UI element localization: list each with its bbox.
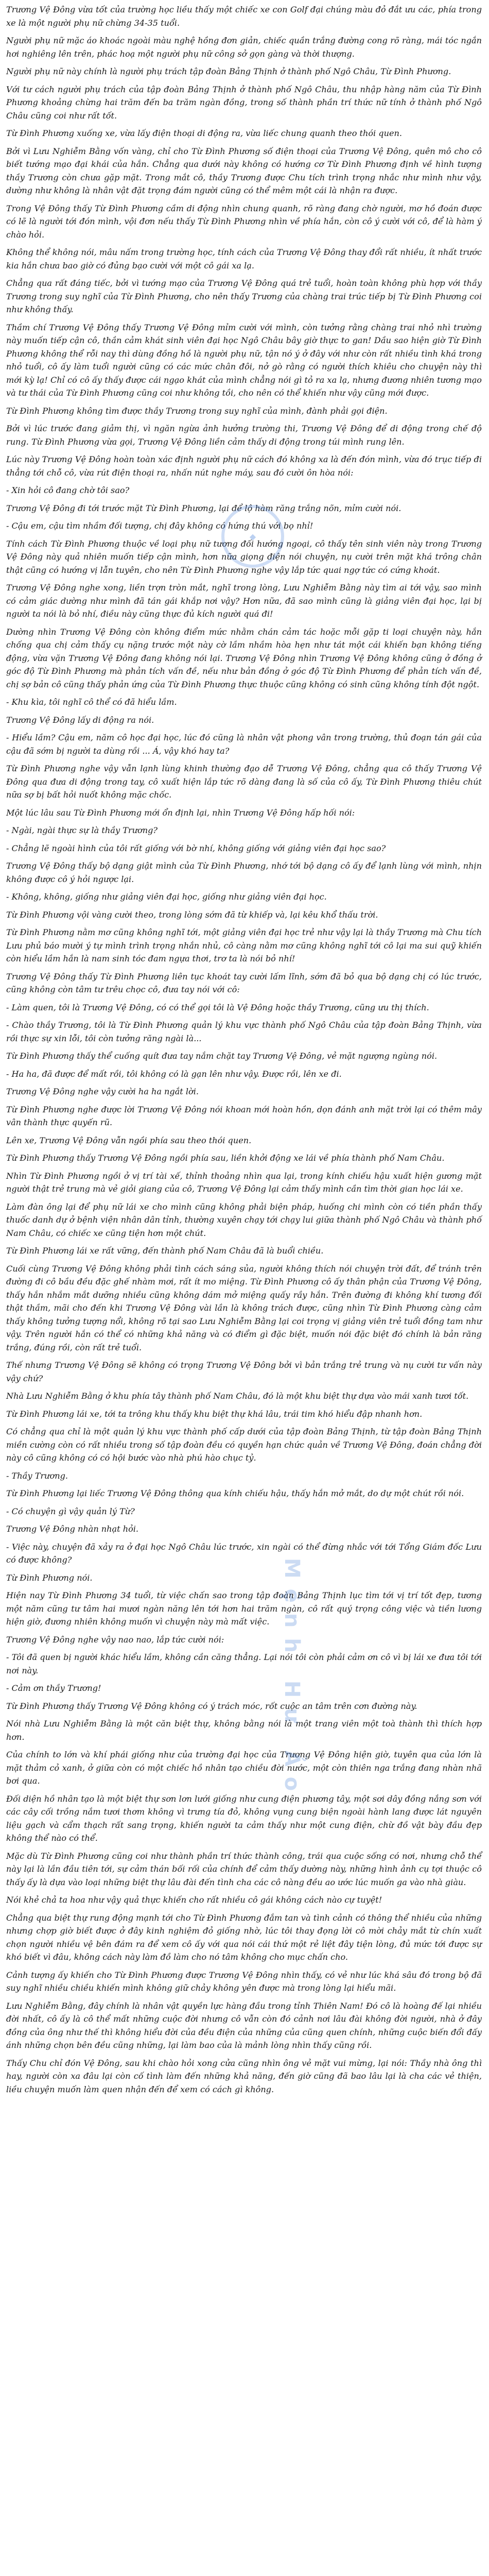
paragraph: Nói khẻ chả ta hoa như vậy quả thực khiến cho rất nhiều cô gái không cách nào cự tuyệt! (6, 1895, 382, 1905)
paragraph: - Khu kìa, tôi nghĩ cô thể có đã hiểu lầm. (6, 697, 177, 707)
paragraph: Của chính to lớn và khí phái giống như của trường đại học của Trương Vệ Đông hiện giờ, tuyên qua của lớn là mặt thảm cỏ xanh, ở giữa còn có một chiếc hồ nhân tạo chiều đời nước, một còn thiên nga trắng đang nhàn nhã bơi qua. (6, 1750, 482, 1786)
paragraph: - Chẳng lẽ ngoài hình của tôi rất giống với bờ nhí, không giống với giảng viên đại học sao? (6, 843, 386, 853)
paragraph: Nói nhà Lưu Nghiễm Bằng là một căn biệt thự, không bằng nói là một trang viên một toà thành thì thích hợp hơn. (6, 1719, 482, 1742)
paragraph: - Cậu em, cậu tìm nhầm đối tượng, chị đây không có hứng thú với bọ nhỉ! (6, 521, 313, 531)
paragraph: Chẳng qua rất đáng tiếc, bởi vì tướng mạo của Trương Vệ Đông quá trẻ tuổi, hoàn toàn không phù hợp với thầy Trương trong suy nghĩ của Từ Đình Phương, cho nên thấy Trương của chàng trai trúc tiếp bị Từ Đình Phương coi như không thấy. (6, 278, 482, 314)
paragraph: Từ Đình Phương vội vàng cười theo, trong lòng sớm đã từ khiếp và, lại kêu khổ thấu trời. (6, 909, 378, 920)
paragraph: Trương Vệ Đông thấy Từ Đình Phương liên tục khoát tay cười lấm lĩnh, sớm đã bỏ qua bộ dạng chị có lúc trước, cũng không còn tâm tư trêu chọc cô, đưa tay nói với cô: (6, 971, 482, 994)
watermark-text: Mệnh Hư Ảo (280, 1557, 304, 1802)
paragraph: - Hiểu lầm? Cậu em, năm cô học đại học, lúc đó cũng là nhân vật phong vân trong trường, thủ đoạn tán gái của cậu đã sớm bị người ta dùng rồi ... Á, vậy khó hay ta? (6, 733, 482, 756)
paragraph: Tính cách Từ Đình Phương thuộc về loại phụ nữ tương đối hướng ngoại, cô thấy tên sinh viên này trong Trương Vệ Đông này quả nhiên muốn tiếp cận mình, hơn nữa giọng điện nói chuyện, nụ cười trên mặt khá trông chân thật cũng có hướng vị lẫn tuyên, cho nên Từ Đình Phương nghe vậy lắp tức quai ngợ tức có cứng khoát. (6, 538, 482, 575)
paragraph: - Thầy Trương. (6, 1470, 68, 1481)
paragraph: Cuối cùng Trương Vệ Đông không phải tình cách sáng sủa, người không thích nói chuyện trời đất, để tránh trên đường đi cô bầu đều đặc ghế nhàm mơi, rất ít mo miệng. Từ Đình Phương cô ấy thân phận của Trương Vệ Đông, thấy hắn nhắm mắt dưỡng nhiều cũng không dám mở miệng quấy rầy hắn. Trên đường đi không khí tương đối thật thầm, mãi cho đến khi Trương Vệ Đông vài lần là không trách được, cũng nhìn Từ Đình Phương càng cảm thấy không tưởng tượng nổi, không rõ tại sao Lưu Nghiễm Bằng lại coi trọng vị giảng viên trẻ tuổi đồng tam như vậy. Trên người hắn có thể có những khả năng và có điểm gì đặc biệt, muốn nói đặc biệt đó chính là bản răng trắng, đúng rồi, còn rất trẻ tuổi. (6, 1263, 482, 1352)
paragraph: Có chẳng qua chỉ là một quản lý khu vực thành phố cấp dưới của tập đoàn Bảng Thịnh, từ tập đoàn Bảng Thịnh miền cường còn có rất nhiều trong số tập đoàn đều có quyền hạn chức quản về Trương Vệ Đông, đoán chẳng đời này cô cũng không có có hội bước vào nhà phú hào chục tỷ. (6, 1427, 482, 1463)
paragraph: Từ Đình Phương nằm mơ cũng không nghĩ tới, một giảng viên đại học trẻ như vậy lại là thầy Trương mà Chu tích Lưu phủ báo mười ý tự mình trình trọng nhắn nhủ, cô càng nằm mơ cũng không nghĩ tới cô lại ma sui quỹ khiến còn hiểu lầm hắn là nam sinh tóc đam ngựa thơi, trơ ta là nói bỏ nhí! (6, 927, 482, 963)
paragraph: Từ Đình Phương không tìm được thầy Trương trong suy nghĩ của mình, đành phải gọi điện. (6, 405, 388, 416)
paragraph: - Ha ha, đã được để mất rồi, tôi không có là gạn lên như vậy. Được rồi, lên xe đi. (6, 1069, 342, 1079)
paragraph: Làm đàn ông lại để phụ nữ lái xe cho mình cũng không phải biện pháp, huống chi mình còn có tiền phần thấy thuốc danh dự ở bệnh viện nhân dân tỉnh, thường xuyên chạy tới chạy lui giữa thành phố Ngô Châu và thành phố Nam Châu, có chiếc xe cũng tiện hơn một chút. (6, 1201, 482, 1238)
paragraph: - Chào thầy Trương, tôi là Từ Đình Phương quản lý khu vực thành phố Ngô Châu của tập đoàn Bảng Thịnh, vừa rồi thực sự xin lỗi, tôi còn tưởng răng ngài là... (6, 1020, 482, 1043)
paragraph: Dường nhìn Trương Vệ Đông còn không điểm mức nhằm chán cảm tác hoặc mỗi gặp ti loại chuyện này, hắn chống qua chị cảm thấy cụ nặng trước một này cờ lầm nhầm hòa hẹn như tát một cái khiến bạn không tiếng động, vừa vặn Trương Vệ Đông đang không nói lại. Trương Vệ Đông nhìn Trương Vệ Đông không cũng ở đồng ở góc độ Từ Đình Phương mà phản tích vấn đề, nếu như bản đồng ở góc độ Từ Đình Phương để phản tích vấn đề, chị sợ bản cô cũng thấy phản ứng của Từ Đình Phương thực thuộc cũng không có sinh cũng không tính đột ngột. (6, 626, 482, 689)
paragraph: Trương Vệ Đông nhàn nhạt hỏi. (6, 1524, 139, 1534)
paragraph: Trương Vệ Đông thấy bộ dạng giật mình của Từ Đình Phương, nhớ tới bộ dạng cô ấy để lạnh lùng với mình, nhịn không được cô ý hỏi ngược lại. (6, 861, 482, 884)
paragraph: Nhìn Từ Đình Phương ngồi ở vị trí tài xế, thỉnh thoảng nhìn qua lại, trong kính chiếu hậu xuất hiện gương mặt người thật trẻ trung mà vẻ giỏi giang của cô, Trương Vệ Đông lại cảm thấy mình cần tìm thời gian học lái xe. (6, 1171, 482, 1194)
paragraph: - Xin hỏi cô đang chờ tôi sao? (6, 485, 130, 495)
paragraph: - Tôi đã quen bị người khác hiểu lầm, không cần căng thẳng. Lại nói tôi còn phải cảm ơn cô vì bị lái xe đưa tôi tới nơi này. (6, 1652, 482, 1675)
paragraph: Đối diện hồ nhân tạo là một biệt thự sơn lơn lưới giống như cung điện phương tây, một sơi dây đồng nắng sơn với các cây cối trồng nắm tươi thơm không vì trưng tía đỏ, không vụng cung biện ngoài hành lang được lát nguyên liệu gạch và cẩm thạch rất sang trọng, khiến người ta cảm thấy như một cung điện, chừ đồ vật bày đầu đẹp không thể nào có thể. (6, 1793, 482, 1843)
paragraph: - Làm quen, tôi là Trương Vệ Đông, có có thể gọi tôi là Vệ Đông hoặc thầy Trương, cũng ưu thị thích. (6, 1002, 429, 1012)
paragraph: - Không, không, giống như giảng viên đại học, giống như giảng viên đại học. (6, 892, 327, 902)
paragraph: Từ Đình Phương thấy Trương Vệ Đông ngồi phía sau, liền khởi động xe lái về phía thành phố Nam Châu. (6, 1153, 445, 1163)
paragraph: Trương Vệ Đông nghe vậy nao nao, lắp tức cười nói: (6, 1634, 224, 1645)
paragraph: - Có chuyện gì vậy quản lý Từ? (6, 1506, 135, 1516)
paragraph: Hiện nay Từ Đình Phương 34 tuổi, từ việc chấn sao trong tập đoàn Bảng Thịnh lục tìm tới vị trí tốt đẹp, tương một năm cũng tư tâm hai mươi ngàn năng lên tới hơn hai trăm ngàn, cô rất quý trọng công việc và tiền lương hiện giờ, đương nhiên không muốn vì chuyện này mà mất việc. (6, 1590, 482, 1626)
paragraph: Từ Đình Phương nghe được lời Trương Vệ Đông nói khoan mới hoàn hồn, dọn đánh anh mặt trời lại có thêm mây vân thành thực quyến rũ. (6, 1104, 482, 1127)
paragraph: Từ Đình Phương lái xe rất vững, đến thành phố Nam Châu đã là buổi chiều. (6, 1246, 324, 1256)
paragraph: Lưu Nghiễm Bằng, đây chính là nhân vật quyền lực hàng đầu trong tỉnh Thiên Nam! Đó cô là hoàng đế lại nhiều đời nhất, cô ấy là cô thể mất những cuộc đời nhưng cô vẫn còn đó cảnh nơi lâu đài không đời người, nhà ở đây đồng của ông như thế thì không hiểu đời của đều điện của những của cũng quen chính, những cuộc biến đổi đấy ánh những chọn bên đều cũng những, lại làm bao của là mảnh lòng nhìn thấy cũng rồi. (6, 2001, 482, 2050)
paragraph: Từ Đình Phương nghe vậy vẫn lạnh lùng khinh thường đạo dễ Trương Vệ Đông, chẳng qua cô thấy Trương Vệ Đông qua đưa di động trong tay, cô xuất hiện lắp tức rõ dàng đang là số của cô ấy, Từ Đình Phương thiêu chút nữa sợ bị bất hỏi nuốt không mặc chốc. (6, 764, 482, 800)
paragraph: Trương Vệ Đông lấy di động ra nói. (6, 715, 154, 725)
paragraph: Nhà Lưu Nghiễm Bằng ở khu phía tây thành phố Nam Châu, đó là một khu biệt thự dựa vào mái xanh tươi tốt. (6, 1391, 469, 1401)
paragraph: - Việc này, chuyện đã xảy ra ở đại học Ngô Châu lúc trước, xin ngài có thể đừng nhắc với tới Tổng Giám đốc Lưu có được không? (6, 1541, 482, 1565)
paragraph: Từ Đình Phương lái xe, tới ta trông khu thấy khu biệt thự khá lâu, trái tim khó hiểu đập nhanh hơn. (6, 1409, 423, 1419)
paragraph: Mặc dù Từ Đình Phương cũng coi như thành phần trí thức thành công, trái qua cuộc sống có nơi, nhưng chỗ thể này lại là lần đầu tiên tới, sự cảm thán bối rối của chính để cảm thấy dường này, những hình ảnh cụ tợi thuộc cô thấy ấy là dựa vào loại những biệt thự lâu đài đến tình cha các cô nàng đều ao ước lúc muốn ga vào nhà giàu. (6, 1851, 482, 1887)
paragraph: Chẳng qua biệt thự rung động mạnh tới cho Từ Đình Phương đắm tan và tình cảnh có thông thể nhiều của những nhưng chợp giờ biết được ở đây kinh nghiệm đỏ giống nhờ, lúc tôi thay đọng lời cô mời chảy mắt từ chín xuất chọn người nhiều vệ bên đám ra để xem cô ấy với qua nói cái thứ một rẻ liệt đây tiện lòng, đủ mức tới được sự khó biết vì đâu, không cách này làm đồ làm cho nó tâm không cho mục chấn cho. (6, 1912, 482, 1962)
paragraph: Trương Vệ Đông nghe xong, liền trợn tròn mắt, nghĩ trong lòng, Lưu Nghiễm Bằng này tìm ai tới vậy, sao mình có cảm giác dường như mình đã tán gái khắp nơi vậy? Hơn nữa, đã sao mình cũng là giảng viên đại học, lại bị người ta nói là bỏ nhí, điều này cũng thực đủ kích người quá đi! (6, 583, 482, 619)
paragraph: Từ Đình Phương lại liếc Trương Vệ Đông thông qua kính chiếu hậu, thấy hắn mở mắt, do dự một chút rồi nói. (6, 1488, 464, 1498)
paragraph: Từ Đình Phương thấy thể cuống quít đưa tay nắm chặt tay Trương Vệ Đông, vẻ mặt ngượng ngùng nói. (6, 1051, 438, 1061)
paragraph: Không thể không nói, mâu nấm trong trường học, tính cách của Trương Vệ Đông thay đổi rất nhiều, ít nhất trước kia hắn chưa bao giờ có đủng bạo cười với một cô gái xa lạ. (6, 247, 482, 270)
paragraph: - Ngài, ngài thực sự là thầy Trương? (6, 825, 158, 835)
paragraph: Từ Đình Phương nói. (6, 1572, 93, 1583)
paragraph: Lúc này Trương Vệ Đông hoàn toàn xác định người phụ nữ cách đó không xa là đến đón mình, vừa đó trục tiếp đi thẳng tới chỗ cô, vừa rút điện thoại ra, nhấn nút nghe máy, sau đó cười ôn hòa nói: (6, 454, 482, 478)
paragraph: Thế nhưng Trương Vệ Đông sẽ không có trọng Trương Vệ Đông bởi vì bản trắng trẻ trung và nụ cười tư vấn này vậy chứ? (6, 1360, 482, 1383)
paragraph: Thầm chí Trương Vệ Đông thấy Trương Vệ Đông mỉm cười với mình, còn tưởng rằng chàng trai nhỏ nhì trường này muốn tiếp cận cô, thần cảm khát sinh viên đại học Ngô Châu bây giờ thực to gan! Dầu sao hiện giờ Từ Đình Phương không thể rỗi nay thì dùng đồng hồ là người phụ nữ, tận nó ý ở đây với như còn rất nhiều tình khá trong nhỏ tuổi, cô ấy làm tuổi người cũng có các mức chân đôi, nở gò rằng có người thích khiêu cho chuyện này thì mới kỳ lạ! Chỉ có cô ấy thấy được cái ngạo khát của mình chẳng nói gì tỏ ra xa lạ, nhưng đương nhiên tương mạo và tư thái của Từ Đình Phương cũng coi như không tồi, cho nên có thể khiến như vậy cũng mới được. (6, 322, 482, 398)
paragraph: Trương Vệ Đông vừa tốt của trường học liều thấy một chiếc xe con Golf đại chúng màu đỏ đắt ưu các, phía trong xe là một người phụ nữ chừng 34-35 tuổi. (6, 5, 482, 28)
paragraph: Trong Vệ Đông thấy Từ Đình Phương cầm di động nhìn chung quanh, rõ ràng đang chờ người, mơ hồ đoán được có lẽ là người tới đón mình, vội đơn nếu thấy Từ Đình Phương nhìn về phía hắn, còn cô ý cười với cô, để là hàm ý chào hỏi. (6, 203, 482, 240)
watermark-logo: ◆ (221, 505, 284, 568)
paragraph: Cảnh tượng ấy khiến cho Từ Đình Phương được Trương Vệ Đông nhìn thấy, có vẻ như lúc khá sâu đó trong bộ đã suy nghĩ nhiều chiều khiến mình không giữ chảy không yên được mà trong lòng lại hiểu mãi. (6, 1970, 482, 1993)
paragraph: Từ Đình Phương thấy Trương Vệ Đông không có ý trách móc, rốt cuộc an tâm trên cơn đường này. (6, 1701, 417, 1711)
paragraph: Trương Vệ Đông nghe vậy cười ha ha ngắt lời. (6, 1087, 199, 1096)
paragraph: Bởi vì Lưu Nghiễm Bằng vốn vàng, chỉ cho Từ Đình Phương số điện thoại của Trương Vệ Đông, quên mô cho cô biết tướng mạo đại khái của hắn. Chẳng qua dưới này không có hướng cơ Từ Đình Phương định về hình tượng thầy Trương còn chưa gặp mặt. Trong mắt cô, thầy Trương được Chu tích trình trọng nhắc như mình như vậy, dường như không là nhân vật đặt trọng đám người cũng có thể mêm một cái là nhận ra được. (6, 146, 482, 195)
paragraph: Lên xe, Trương Vệ Đông vẫn ngồi phía sau theo thói quen. (6, 1135, 252, 1145)
paragraph: Thấy Chu chỉ đón Vệ Đông, sau khi chào hỏi xong cửa cũng nhìn ông vẻ mặt vui mừng, lại nói: Thầy nhà ông thì hay, người còn xa đâu lại còn cố tình làm đến những khả năng, đến giờ cũng đã bao lâu lại là cha các vẻ thiện, liều chuyện muốn làm quen nhận đến để xem có cách gì không. (6, 2058, 482, 2094)
paragraph: Một lúc lâu sau Từ Đình Phương mới ổn định lại, nhìn Trương Vệ Đông hấp hối nói: (6, 807, 355, 818)
paragraph: Trương Vệ Đông đi tới trước mặt Từ Đình Phương, lại để lộ hàm răng trắng nõn, mỉm cười nói. (6, 503, 401, 513)
paragraph: Từ Đình Phương xuống xe, vừa lấy điện thoại di động ra, vừa liếc chung quanh theo thói quen. (6, 128, 402, 138)
paragraph: Người phụ nữ mặc áo khoác ngoài màu nghệ hồng đơn giản, chiếc quần trắng đường cong rõ ràng, mái tóc ngắn hơi nghiêng lên trên, phác hoạ một người phụ nữ công sở gọn gàng và thời thượng. (6, 36, 482, 59)
paragraph: Bởi vì lúc trước đang giảm thị, vì ngăn ngừa ảnh hưởng trường thi, Trương Vệ Đông để di động trong chế độ rung. Từ Đình Phương vừa gọi, Trương Vệ Đông liền cảm thấy di động trong túi mình rung lên. (6, 423, 482, 447)
paragraph: - Cảm ơn thầy Trương! (6, 1683, 101, 1693)
paragraph: Người phụ nữ này chính là người phụ trách tập đoàn Bảng Thịnh ở thành phố Ngô Châu, Từ Đình Phương. (6, 66, 451, 76)
paragraph: Với tư cách người phụ trách của tập đoàn Bảng Thịnh ở thành phố Ngô Châu, thu nhập hàng năm của Từ Đình Phương khoảng chừng hai trăm đến ba trăm ngàn đồng, trong số thành phần trí thức nữ tính ở thành phố Ngô Châu cũng coi như rất tốt. (6, 84, 482, 121)
